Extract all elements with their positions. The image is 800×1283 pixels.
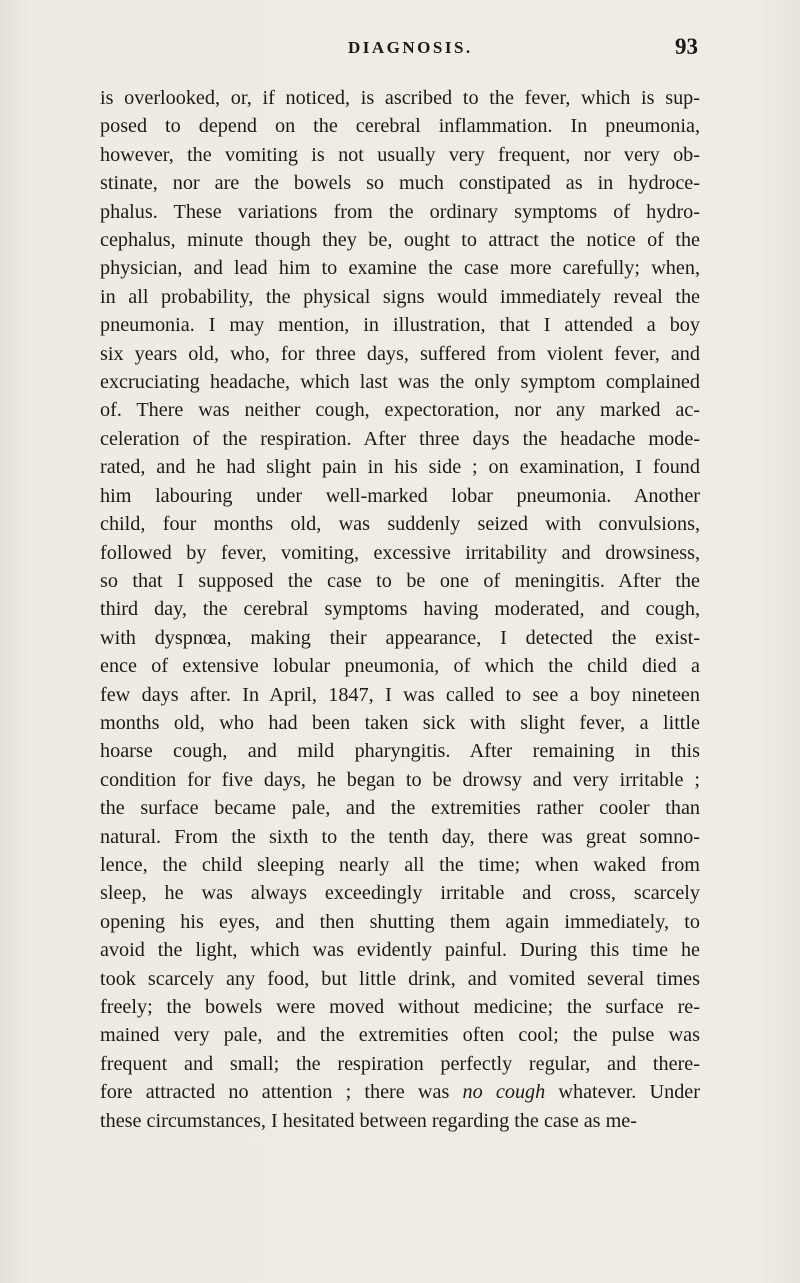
text-line: celeration of the respiration. After three days the headache mode- <box>100 427 700 450</box>
text-line: natural. From the sixth to the tenth day, there was great somno- <box>100 825 700 848</box>
text-line: these circumstances, I hesitated between regarding the case as me- <box>100 1109 637 1132</box>
text-run: fore attracted no attention ; there was <box>100 1081 463 1104</box>
text-line: six years old, who, for three days, suffered from violent fever, and <box>100 342 700 365</box>
text-line: third day, the cerebral symptoms having moderated, and cough, <box>100 598 700 621</box>
text-line: condition for five days, he began to be drowsy and very irritable ; <box>100 768 700 791</box>
text-line: of. There was neither cough, expectoration, nor any marked ac- <box>100 399 700 422</box>
text-line: however, the vomiting is not usually very frequent, nor very ob- <box>100 143 700 166</box>
text-line: him labouring under well-marked lobar pneumonia. Another <box>100 484 700 507</box>
text-line: rated, and he had slight pain in his side ; on examination, I found <box>100 456 700 479</box>
text-line: posed to depend on the cerebral inflammation. In pneumonia, <box>100 115 700 138</box>
text-line: freely; the bowels were moved without medicine; the surface re- <box>100 996 700 1018</box>
text-line: few days after. In April, 1847, I was called to see a boy nineteen <box>100 683 700 706</box>
text-line: mained very pale, and the extremities often cool; the pulse was <box>100 1024 700 1047</box>
text-line: hoarse cough, and mild pharyngitis. After remaining in this <box>100 740 700 763</box>
running-head: DIAGNOSIS. <box>348 38 473 57</box>
text-line: is overlooked, or, if noticed, is ascribed to the fever, which is sup- <box>100 87 700 109</box>
body-text <box>100 84 700 1135</box>
text-line <box>100 1078 700 1106</box>
italic-emphasis: no cough <box>462 1081 546 1104</box>
text-line: opening his eyes, and then shutting them again immediately, to <box>100 910 700 933</box>
text-line: followed by fever, vomiting, excessive irritability and drowsiness, <box>100 541 700 564</box>
text-line: pneumonia. I may mention, in illustration, that I attended a boy <box>100 314 700 337</box>
text-line: ence of extensive lobular pneumonia, of which the child died a <box>100 655 700 678</box>
text-line: so that I supposed the case to be one of meningitis. After the <box>100 569 700 592</box>
text-line: frequent and small; the respiration perfectly regular, and there- <box>100 1052 700 1075</box>
text-line: physician, and lead him to examine the case more carefully; when, <box>100 257 700 280</box>
text-line: excruciating headache, which last was the only symptom complained <box>100 371 700 394</box>
text-line: avoid the light, which was evidently painful. During this time he <box>100 939 700 962</box>
text-run: whatever. Under <box>545 1081 700 1104</box>
text-line: in all probability, the physical signs would immediately reveal the <box>100 285 700 308</box>
text-line: the surface became pale, and the extremities rather cooler than <box>100 797 700 820</box>
text-line: cephalus, minute though they be, ought to attract the notice of the <box>100 229 700 252</box>
text-line: phalus. These variations from the ordinary symptoms of hydro- <box>100 200 700 223</box>
text-line: months old, who had been taken sick with slight fever, a little <box>100 711 700 734</box>
text-line: lence, the child sleeping nearly all the time; when waked from <box>100 853 700 876</box>
text-line: child, four months old, was suddenly seized with convulsions, <box>100 513 700 536</box>
text-line: sleep, he was always exceedingly irritable and cross, scarcely <box>100 882 700 905</box>
text-line: took scarcely any food, but little drink, and vomited several times <box>100 967 700 990</box>
page-number: 93 <box>675 34 698 59</box>
text-line: with dyspnœa, making their appearance, I detected the exist- <box>100 626 700 649</box>
text-line: stinate, nor are the bowels so much constipated as in hydroce- <box>100 172 700 195</box>
page-header <box>100 34 700 68</box>
